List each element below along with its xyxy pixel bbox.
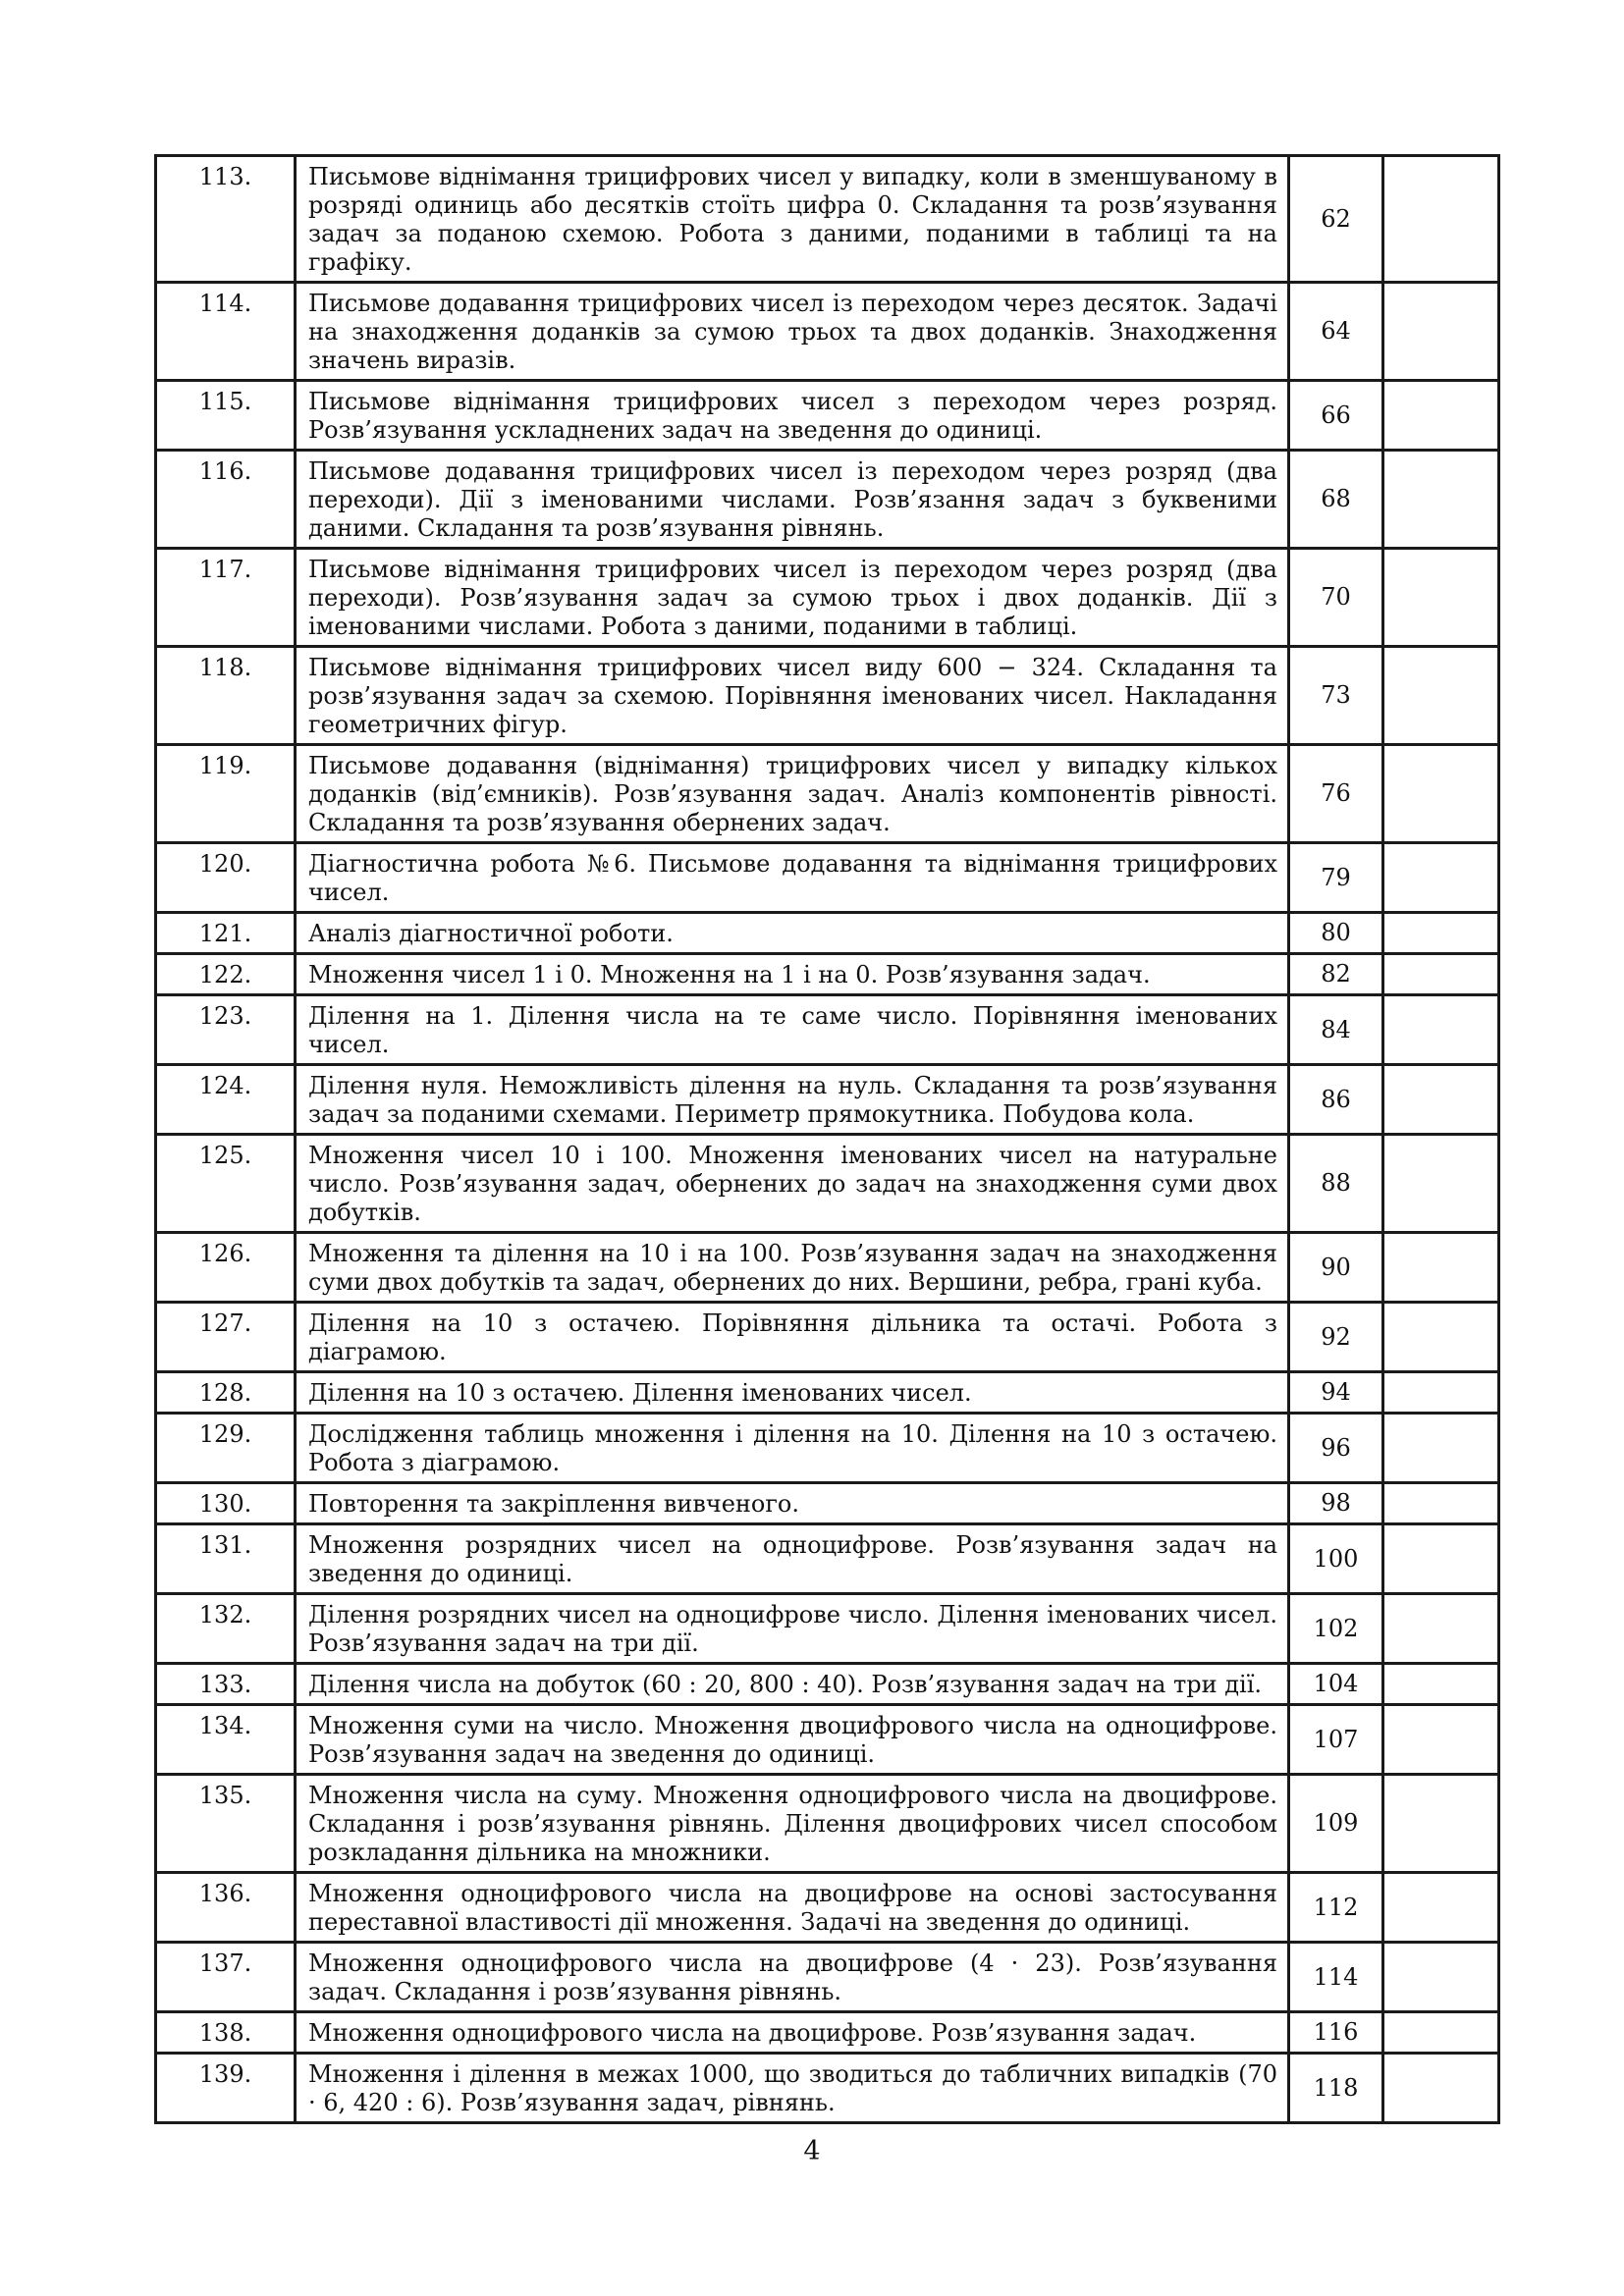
lesson-page: 96 bbox=[1289, 1414, 1383, 1483]
lesson-note-cell bbox=[1383, 2054, 1499, 2123]
lesson-page: 107 bbox=[1289, 1705, 1383, 1775]
table-row bbox=[156, 647, 1499, 745]
lesson-note-cell bbox=[1383, 1943, 1499, 2012]
table-row bbox=[156, 1372, 1499, 1414]
table-row bbox=[156, 156, 1499, 283]
lesson-page: 80 bbox=[1289, 913, 1383, 954]
lesson-page: 109 bbox=[1289, 1775, 1383, 1873]
lesson-topic: Множення та ділення на 10 і на 100. Розв’язування задач на знаходження суми двох добутків та задач, обернених до них. Вершини, ребра, грані куба. bbox=[296, 1233, 1289, 1303]
lesson-number: 123. bbox=[156, 995, 296, 1065]
lesson-note-cell bbox=[1383, 1372, 1499, 1414]
lesson-note-cell bbox=[1383, 156, 1499, 283]
lesson-number: 124. bbox=[156, 1065, 296, 1135]
lesson-page: 100 bbox=[1289, 1524, 1383, 1594]
lesson-topic: Множення числа на суму. Множення одноцифрового числа на двоцифрове. Складання і розв’язування рівнянь. Ділення двоцифрових чисел способом розкладання дільника на множники. bbox=[296, 1775, 1289, 1873]
lesson-page: 88 bbox=[1289, 1135, 1383, 1233]
lesson-note-cell bbox=[1383, 1524, 1499, 1594]
lesson-topic: Аналіз діагностичної роботи. bbox=[296, 913, 1289, 954]
lesson-note-cell bbox=[1383, 1135, 1499, 1233]
lesson-note-cell bbox=[1383, 647, 1499, 745]
lesson-number: 118. bbox=[156, 647, 296, 745]
table-row bbox=[156, 1414, 1499, 1483]
lesson-page: 92 bbox=[1289, 1303, 1383, 1372]
table-row bbox=[156, 451, 1499, 549]
lesson-page: 86 bbox=[1289, 1065, 1383, 1135]
lesson-plan-table bbox=[154, 154, 1500, 2124]
lesson-note-cell bbox=[1383, 1775, 1499, 1873]
lesson-note-cell bbox=[1383, 1594, 1499, 1664]
lesson-topic: Множення чисел 10 і 100. Множення іменованих чисел на натуральне число. Розв’язування задач, обернених до задач на знаходження суми двох добутків. bbox=[296, 1135, 1289, 1233]
lesson-number: 126. bbox=[156, 1233, 296, 1303]
lesson-number: 135. bbox=[156, 1775, 296, 1873]
lesson-note-cell bbox=[1383, 381, 1499, 451]
lesson-topic: Множення розрядних чисел на одноцифрове. Розв’язування задач на зведення до одиниці. bbox=[296, 1524, 1289, 1594]
lesson-note-cell bbox=[1383, 2012, 1499, 2054]
table-row bbox=[156, 283, 1499, 381]
table-row bbox=[156, 1943, 1499, 2012]
lesson-page: 104 bbox=[1289, 1664, 1383, 1705]
lesson-number: 128. bbox=[156, 1372, 296, 1414]
lesson-number: 115. bbox=[156, 381, 296, 451]
lesson-note-cell bbox=[1383, 451, 1499, 549]
lesson-page: 116 bbox=[1289, 2012, 1383, 2054]
lesson-topic: Письмове віднімання трицифрових чисел із переходом через розряд (два переходи). Розв’язування задач за сумою трьох і двох доданків. Дії з іменованими числами. Робота з даними, поданими в таблиці. bbox=[296, 549, 1289, 647]
table-row bbox=[156, 1065, 1499, 1135]
lesson-number: 113. bbox=[156, 156, 296, 283]
lesson-page: 98 bbox=[1289, 1483, 1383, 1524]
lesson-page: 114 bbox=[1289, 1943, 1383, 2012]
table-row bbox=[156, 954, 1499, 995]
table-row bbox=[156, 1524, 1499, 1594]
table-row bbox=[156, 1873, 1499, 1943]
table-row bbox=[156, 1594, 1499, 1664]
lesson-topic: Письмове додавання (віднімання) трицифрових чисел у випадку кількох доданків (від’ємників). Розв’язування задач. Аналіз компонентів рівності. Складання та розв’язування обернених задач. bbox=[296, 745, 1289, 843]
lesson-topic: Множення одноцифрового числа на двоцифрове (4 · 23). Розв’язування задач. Складання і розв’язування рівнянь. bbox=[296, 1943, 1289, 2012]
lesson-number: 138. bbox=[156, 2012, 296, 2054]
lesson-number: 129. bbox=[156, 1414, 296, 1483]
lesson-topic: Письмове віднімання трицифрових чисел виду 600 − 324. Складання та розв’язування задач за схемою. Порівняння іменованих чисел. Накладання геометричних фігур. bbox=[296, 647, 1289, 745]
lesson-page: 94 bbox=[1289, 1372, 1383, 1414]
table-row bbox=[156, 995, 1499, 1065]
lesson-topic: Множення чисел 1 і 0. Множення на 1 і на 0. Розв’язування задач. bbox=[296, 954, 1289, 995]
lesson-number: 134. bbox=[156, 1705, 296, 1775]
lesson-note-cell bbox=[1383, 745, 1499, 843]
lesson-topic: Множення і ділення в межах 1000, що зводиться до табличних випадків (70 · 6, 420 : 6). Розв’язування задач, рівнянь. bbox=[296, 2054, 1289, 2123]
lesson-note-cell bbox=[1383, 1065, 1499, 1135]
lesson-page: 76 bbox=[1289, 745, 1383, 843]
lesson-number: 120. bbox=[156, 843, 296, 913]
lesson-note-cell bbox=[1383, 1233, 1499, 1303]
lesson-number: 131. bbox=[156, 1524, 296, 1594]
lesson-topic: Ділення числа на добуток (60 : 20, 800 : 40). Розв’язування задач на три дії. bbox=[296, 1664, 1289, 1705]
lesson-page: 64 bbox=[1289, 283, 1383, 381]
lesson-number: 127. bbox=[156, 1303, 296, 1372]
lesson-number: 121. bbox=[156, 913, 296, 954]
lesson-number: 119. bbox=[156, 745, 296, 843]
lesson-page: 62 bbox=[1289, 156, 1383, 283]
lesson-number: 139. bbox=[156, 2054, 296, 2123]
page-number: 4 bbox=[803, 2136, 821, 2166]
lesson-page: 70 bbox=[1289, 549, 1383, 647]
lesson-number: 136. bbox=[156, 1873, 296, 1943]
lesson-topic: Письмове додавання трицифрових чисел із переходом через десяток. Задачі на знаходження доданків за сумою трьох та двох доданків. Знаходження значень виразів. bbox=[296, 283, 1289, 381]
lesson-topic: Множення суми на число. Множення двоцифрового числа на одноцифрове. Розв’язування задач на зведення до одиниці. bbox=[296, 1705, 1289, 1775]
lesson-topic: Повторення та закріплення вивченого. bbox=[296, 1483, 1289, 1524]
lesson-page: 82 bbox=[1289, 954, 1383, 995]
lesson-note-cell bbox=[1383, 843, 1499, 913]
lesson-note-cell bbox=[1383, 995, 1499, 1065]
lesson-topic: Ділення на 10 з остачею. Порівняння дільника та остачі. Робота з діаграмою. bbox=[296, 1303, 1289, 1372]
lesson-note-cell bbox=[1383, 954, 1499, 995]
lesson-topic: Письмове віднімання трицифрових чисел з переходом через розряд. Розв’язування ускладнених задач на зведення до одиниці. bbox=[296, 381, 1289, 451]
lesson-topic: Множення одноцифрового числа на двоцифрове на основі застосування переставної властивості дії множення. Задачі на зведення до одиниці. bbox=[296, 1873, 1289, 1943]
lesson-topic: Ділення на 10 з остачею. Ділення іменованих чисел. bbox=[296, 1372, 1289, 1414]
table-row bbox=[156, 1483, 1499, 1524]
lesson-note-cell bbox=[1383, 549, 1499, 647]
lesson-page: 73 bbox=[1289, 647, 1383, 745]
lesson-page: 102 bbox=[1289, 1594, 1383, 1664]
lesson-number: 125. bbox=[156, 1135, 296, 1233]
lesson-note-cell bbox=[1383, 1705, 1499, 1775]
lesson-topic: Діагностична робота №6. Письмове додавання та віднімання трицифрових чисел. bbox=[296, 843, 1289, 913]
lesson-topic: Ділення нуля. Неможливість ділення на нуль. Складання та розв’язування задач за поданими схемами. Периметр прямокутника. Побудова кола. bbox=[296, 1065, 1289, 1135]
lesson-page: 118 bbox=[1289, 2054, 1383, 2123]
table-row bbox=[156, 1135, 1499, 1233]
lesson-note-cell bbox=[1383, 1414, 1499, 1483]
table-row bbox=[156, 843, 1499, 913]
lesson-page: 79 bbox=[1289, 843, 1383, 913]
lesson-note-cell bbox=[1383, 913, 1499, 954]
lesson-page: 112 bbox=[1289, 1873, 1383, 1943]
lesson-topic: Множення одноцифрового числа на двоцифрове. Розв’язування задач. bbox=[296, 2012, 1289, 2054]
lesson-page: 84 bbox=[1289, 995, 1383, 1065]
lesson-topic: Ділення на 1. Ділення числа на те саме число. Порівняння іменованих чисел. bbox=[296, 995, 1289, 1065]
table-row bbox=[156, 745, 1499, 843]
lesson-topic: Письмове додавання трицифрових чисел із переходом через розряд (два переходи). Дії з іменованими числами. Розв’язання задач з буквеними даними. Складання та розв’язування рівнянь. bbox=[296, 451, 1289, 549]
lesson-note-cell bbox=[1383, 1873, 1499, 1943]
lesson-number: 133. bbox=[156, 1664, 296, 1705]
table-row bbox=[156, 1303, 1499, 1372]
lesson-note-cell bbox=[1383, 1483, 1499, 1524]
lesson-note-cell bbox=[1383, 1664, 1499, 1705]
table-row bbox=[156, 913, 1499, 954]
table-row bbox=[156, 1233, 1499, 1303]
lesson-page: 90 bbox=[1289, 1233, 1383, 1303]
lesson-number: 137. bbox=[156, 1943, 296, 2012]
table-row bbox=[156, 381, 1499, 451]
lesson-note-cell bbox=[1383, 1303, 1499, 1372]
lesson-number: 114. bbox=[156, 283, 296, 381]
lesson-number: 117. bbox=[156, 549, 296, 647]
table-row bbox=[156, 1775, 1499, 1873]
table-row bbox=[156, 1705, 1499, 1775]
lesson-page: 66 bbox=[1289, 381, 1383, 451]
lesson-number: 122. bbox=[156, 954, 296, 995]
table-row bbox=[156, 1664, 1499, 1705]
lesson-topic: Дослідження таблиць множення і ділення на 10. Ділення на 10 з остачею. Робота з діаграмою. bbox=[296, 1414, 1289, 1483]
lesson-topic: Ділення розрядних чисел на одноцифрове число. Ділення іменованих чисел. Розв’язування задач на три дії. bbox=[296, 1594, 1289, 1664]
lesson-number: 130. bbox=[156, 1483, 296, 1524]
lesson-plan-rows bbox=[156, 156, 1499, 2123]
table-row bbox=[156, 2012, 1499, 2054]
table-row bbox=[156, 2054, 1499, 2123]
table-row bbox=[156, 549, 1499, 647]
lesson-number: 116. bbox=[156, 451, 296, 549]
lesson-number: 132. bbox=[156, 1594, 296, 1664]
lesson-note-cell bbox=[1383, 283, 1499, 381]
lesson-topic: Письмове віднімання трицифрових чисел у випадку, коли в зменшуваному в розряді одиниць або десятків стоїть цифра 0. Складання та розв’язування задач за поданою схемою. Робота з даними, поданими в таблиці та на графіку. bbox=[296, 156, 1289, 283]
lesson-page: 68 bbox=[1289, 451, 1383, 549]
